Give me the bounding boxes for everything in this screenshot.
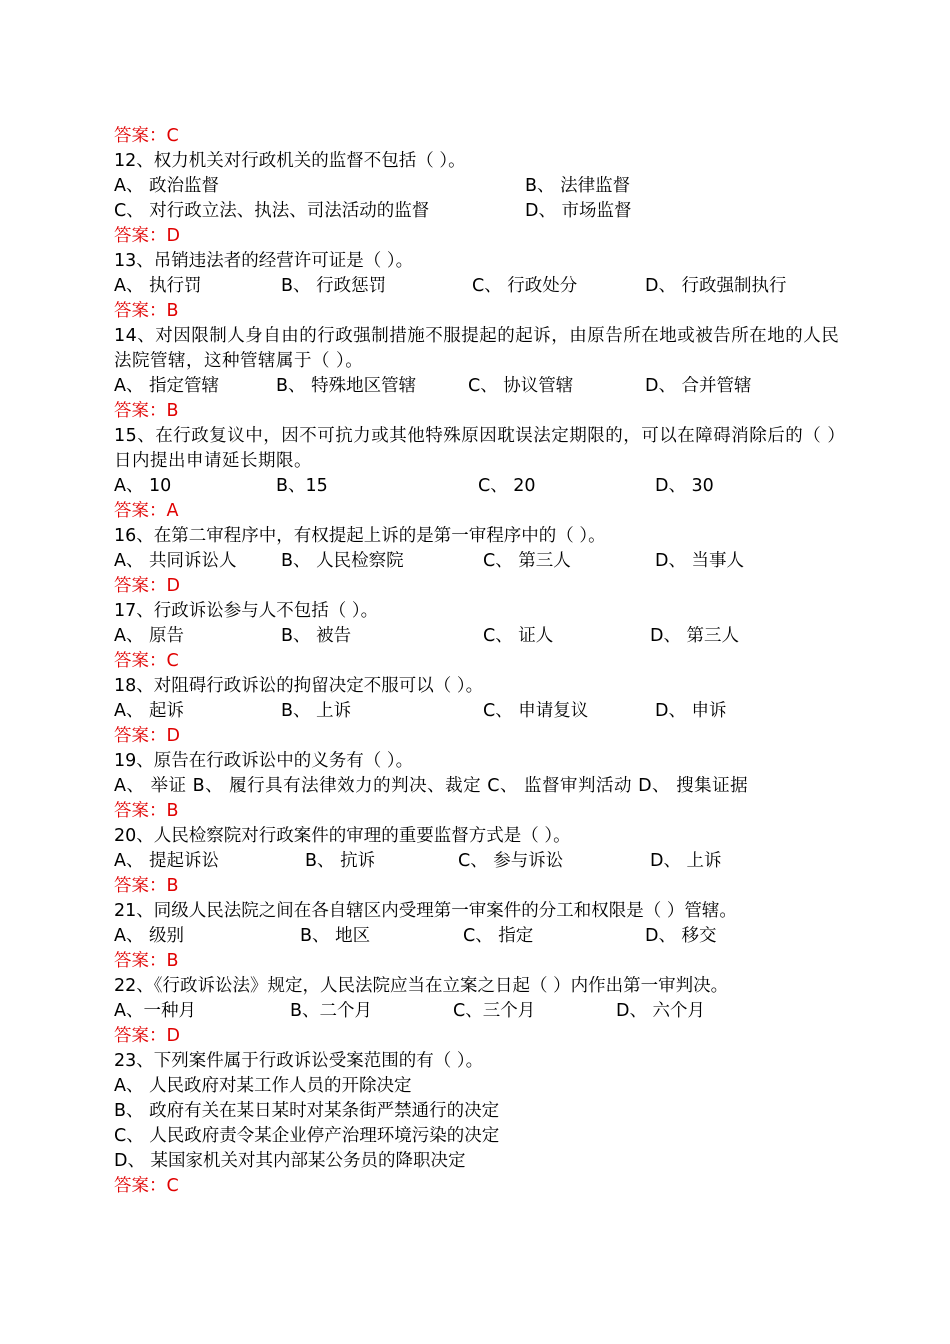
answer-option: A、 指定管辖	[114, 376, 220, 396]
answer-option: C、 行政处分	[472, 276, 578, 296]
answer-option: D、 六个月	[616, 1001, 706, 1021]
option-row: A、 举证 B、 履行具有法律效力的判决、裁定 C、 监督审判活动 D、 搜集证据	[114, 776, 749, 796]
question-text: 13、吊销违法者的经营许可证是（ ）。	[114, 251, 414, 271]
answer-option: B、 被告	[281, 626, 352, 646]
answer-option: C、 人民政府责令某企业停产治理环境污染的决定	[114, 1126, 500, 1146]
answer-option: B、 地区	[300, 926, 371, 946]
question-text: 18、对阻碍行政诉讼的拘留决定不服可以（ ）。	[114, 676, 484, 696]
option-row	[114, 999, 840, 1024]
option-row	[114, 624, 840, 649]
question-text: 20、人民检察院对行政案件的审理的重要监督方式是（ ）。	[114, 826, 571, 846]
answer-option: C、 指定	[463, 926, 534, 946]
answer-option: C、 证人	[483, 626, 554, 646]
option-row	[114, 699, 840, 724]
answer-option: D、 第三人	[650, 626, 740, 646]
answer-key: 答案：C	[114, 651, 179, 671]
option-row	[114, 374, 840, 399]
answer-option: B、 法律监督	[525, 176, 631, 196]
answer-key: 答案：B	[114, 801, 179, 821]
option-row	[114, 1149, 840, 1174]
option-row	[114, 1074, 840, 1099]
answer-option: A、 政治监督	[114, 176, 220, 196]
answer-key: 答案：B	[114, 876, 179, 896]
answer-option: D、 市场监督	[525, 201, 632, 221]
answer-option: B、 特殊地区管辖	[276, 376, 417, 396]
answer-key: 答案：B	[114, 951, 179, 971]
answer-option: A、 原告	[114, 626, 185, 646]
answer-option: D、 上诉	[650, 851, 722, 871]
question-text: 17、行政诉讼参与人不包括（ ）。	[114, 601, 379, 621]
answer-option: C、 第三人	[483, 551, 571, 571]
option-row	[114, 274, 840, 299]
answer-key: 答案：D	[114, 226, 180, 246]
question-text: 19、原告在行政诉讼中的义务有（ ）。	[114, 751, 414, 771]
option-row	[114, 1099, 840, 1124]
question-text: 23、下列案件属于行政诉讼受案范围的有（ ）。	[114, 1051, 484, 1071]
answer-option: C、三个月	[453, 1001, 536, 1021]
answer-key: 答案：B	[114, 401, 179, 421]
answer-option: D、 当事人	[655, 551, 745, 571]
option-row	[114, 199, 840, 224]
answer-option: B、 政府有关在某日某时对某条街严禁通行的决定	[114, 1101, 500, 1121]
answer-option: C、 对行政立法、执法、司法活动的监督	[114, 201, 430, 221]
answer-option: A、 起诉	[114, 701, 185, 721]
answer-option: D、 申诉	[655, 701, 727, 721]
answer-key: 答案：D	[114, 726, 180, 746]
answer-option: D、 某国家机关对其内部某公务员的降职决定	[114, 1151, 466, 1171]
answer-key: 答案：D	[114, 576, 180, 596]
question-text: 21、同级人民法院之间在各自辖区内受理第一审案件的分工和权限是（ ）管辖。	[114, 901, 737, 921]
answer-key: 答案：C	[114, 126, 179, 146]
question-text: 15、在行政复议中，因不可抗力或其他特殊原因耽误法定期限的，可以在障碍消除后的（ ）日内提出申请延长期限。	[114, 426, 837, 471]
answer-option: D、 合并管辖	[645, 376, 752, 396]
answer-option: A、 共同诉讼人	[114, 551, 237, 571]
option-row	[114, 174, 840, 199]
answer-option: D、 移交	[645, 926, 717, 946]
answer-option: A、 10	[114, 476, 172, 496]
answer-option: B、 抗诉	[305, 851, 376, 871]
answer-option: A、 执行罚	[114, 276, 202, 296]
answer-option: C、 申请复议	[483, 701, 589, 721]
answer-option: C、 协议管辖	[468, 376, 574, 396]
question-text: 22、《行政诉讼法》规定，人民法院应当在立案之日起（ ）内作出第一审判决。	[114, 976, 729, 996]
answer-option: B、 行政惩罚	[281, 276, 387, 296]
answer-option: A、 提起诉讼	[114, 851, 220, 871]
question-text: 14、对因限制人身自由的行政强制措施不服提起的起诉，由原告所在地或被告所在地的人民法院管辖，这种管辖属于（ ）。	[114, 326, 840, 371]
option-row	[114, 924, 840, 949]
answer-option: C、 20	[478, 476, 536, 496]
option-row	[114, 849, 840, 874]
answer-option: B、二个月	[290, 1001, 373, 1021]
answer-option: C、 参与诉讼	[458, 851, 564, 871]
option-row	[114, 549, 840, 574]
answer-option: B、 上诉	[281, 701, 352, 721]
document-body	[114, 124, 840, 1199]
answer-key: 答案：D	[114, 1026, 180, 1046]
answer-option: A、 级别	[114, 926, 185, 946]
answer-key: 答案：B	[114, 301, 179, 321]
question-text: 16、在第二审程序中，有权提起上诉的是第一审程序中的（ ）。	[114, 526, 606, 546]
option-row	[114, 1124, 840, 1149]
answer-option: A、 人民政府对某工作人员的开除决定	[114, 1076, 412, 1096]
answer-option: B、 人民检察院	[281, 551, 404, 571]
answer-key: 答案：C	[114, 1176, 179, 1196]
answer-option: D、 30	[655, 476, 714, 496]
answer-option: A、一种月	[114, 1001, 196, 1021]
question-text: 12、权力机关对行政机关的监督不包括（ ）。	[114, 151, 466, 171]
answer-key: 答案：A	[114, 501, 179, 521]
answer-option: D、 行政强制执行	[645, 276, 787, 296]
answer-option: B、15	[276, 476, 328, 496]
option-row	[114, 474, 840, 499]
